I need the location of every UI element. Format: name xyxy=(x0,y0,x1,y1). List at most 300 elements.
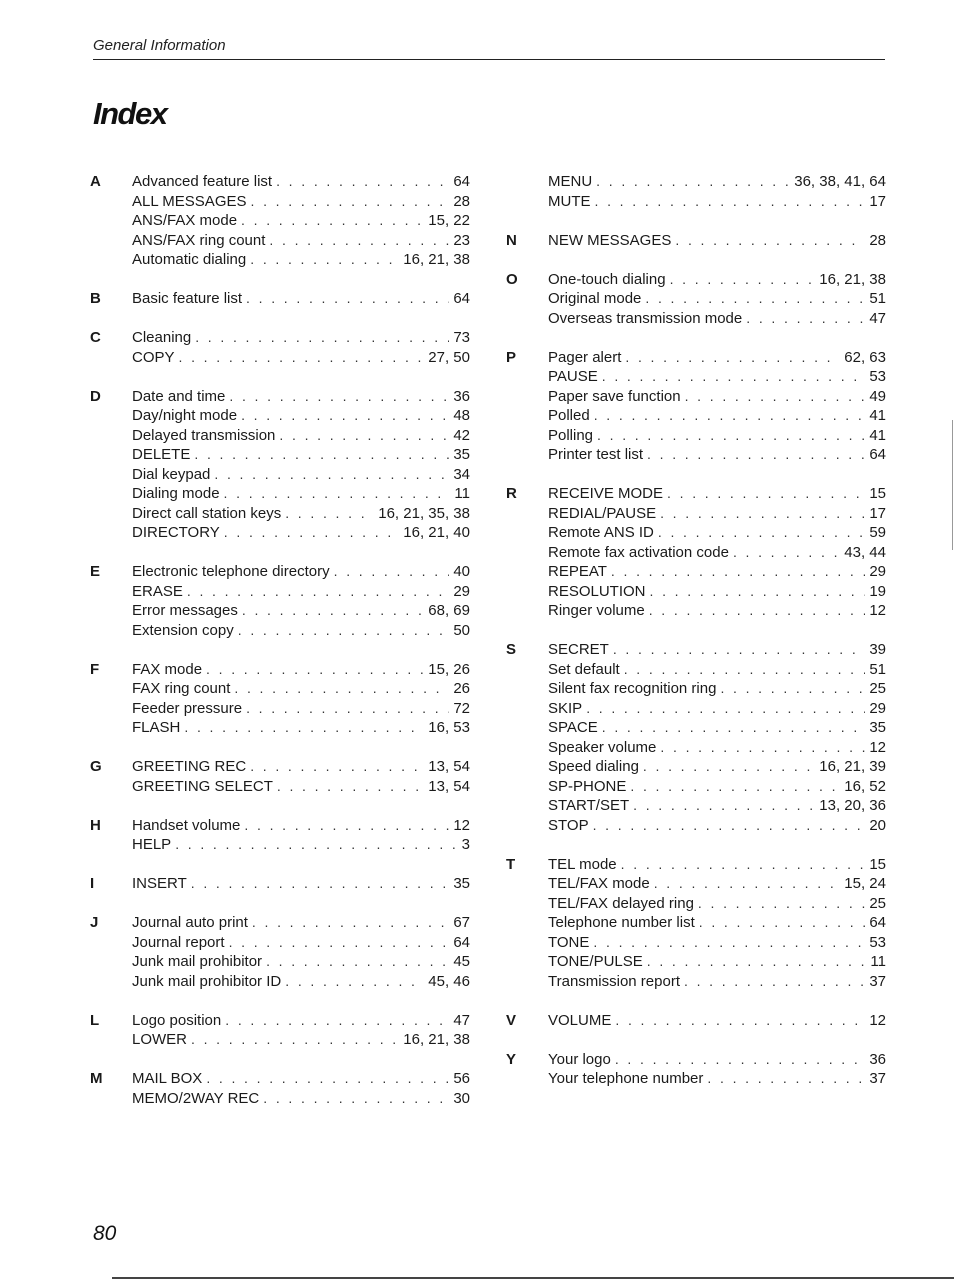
index-entries xyxy=(132,816,470,855)
index-entry xyxy=(548,738,886,758)
index-letter: S xyxy=(506,641,517,658)
index-column-right xyxy=(506,172,886,1108)
index-letter: O xyxy=(506,270,518,288)
page-refs: 45, 46 xyxy=(428,972,470,990)
index-term: ALL MESSAGES xyxy=(132,192,247,210)
page-number: 80 xyxy=(93,1222,117,1245)
index-term: TEL/FAX mode xyxy=(548,875,650,892)
index-term: MEMO/2WAY REC xyxy=(132,1089,260,1107)
index-group xyxy=(506,484,886,621)
page-refs: 20 xyxy=(869,816,886,834)
index-term: GREETING SELECT xyxy=(132,777,273,795)
index-term: SPACE xyxy=(548,719,598,736)
dot-leader xyxy=(187,582,449,602)
index-entry xyxy=(132,445,470,465)
index-entries xyxy=(132,1069,470,1108)
index-term: NEW MESSAGES xyxy=(548,231,672,249)
index-term: TONE/PULSE xyxy=(548,953,643,970)
index-group xyxy=(90,289,470,309)
dot-leader xyxy=(334,562,450,582)
index-term: FLASH xyxy=(132,719,181,736)
index-term: Logo position xyxy=(132,1011,222,1029)
index-term: Handset volume xyxy=(132,816,241,834)
index-entry xyxy=(132,465,470,485)
index-letter: A xyxy=(90,173,101,190)
dot-leader xyxy=(206,1069,449,1089)
index-entry xyxy=(132,172,470,192)
index-entry xyxy=(132,484,470,504)
index-term: Telephone number list xyxy=(548,914,695,931)
page-refs: 47 xyxy=(453,1011,470,1029)
index-entry xyxy=(548,757,886,777)
page-refs: 48 xyxy=(453,407,470,424)
page-refs: 43, 44 xyxy=(844,543,886,561)
page-refs: 15, 26 xyxy=(428,660,470,678)
index-entry xyxy=(548,445,886,465)
index-entry xyxy=(132,250,470,270)
index-term: LOWER xyxy=(132,1031,188,1048)
index-entry xyxy=(132,777,470,797)
index-entry xyxy=(548,1011,886,1031)
index-term: Printer test list xyxy=(548,446,644,463)
index-group xyxy=(90,913,470,991)
index-term: Day/night mode xyxy=(132,407,238,424)
dot-leader xyxy=(684,972,865,992)
page-refs: 3 xyxy=(461,836,470,853)
index-entry xyxy=(548,972,886,992)
page-refs: 12 xyxy=(869,738,886,756)
dot-leader xyxy=(611,562,865,582)
index-entry xyxy=(132,952,470,972)
page-refs: 16, 21, 39 xyxy=(819,758,886,775)
dot-leader xyxy=(263,1089,449,1109)
page-refs: 12 xyxy=(869,1011,886,1029)
index-term: TONE xyxy=(548,933,590,951)
dot-leader xyxy=(225,1011,449,1031)
index-entry xyxy=(132,679,470,699)
dot-leader xyxy=(229,387,449,407)
dot-leader xyxy=(593,816,866,836)
dot-leader xyxy=(615,1050,865,1070)
index-term: Journal report xyxy=(132,933,225,951)
index-entries xyxy=(548,172,886,211)
index-entry xyxy=(132,1030,470,1050)
index-entry xyxy=(548,406,886,426)
dot-leader xyxy=(266,952,449,972)
dot-leader xyxy=(647,952,867,972)
index-group xyxy=(90,757,470,796)
page-refs: 73 xyxy=(453,329,470,346)
index-entry xyxy=(548,777,886,797)
index-term: Automatic dialing xyxy=(132,251,247,268)
dot-leader xyxy=(746,309,865,329)
index-group xyxy=(506,1050,886,1089)
index-term: REDIAL/PAUSE xyxy=(548,504,657,522)
page-refs: 29 xyxy=(453,582,470,600)
index-entry xyxy=(548,426,886,446)
index-entry xyxy=(132,972,470,992)
index-term: HELP xyxy=(132,836,172,853)
index-term: Direct call station keys xyxy=(132,504,282,522)
page-refs: 39 xyxy=(869,641,886,658)
index-entry xyxy=(132,757,470,777)
index-letter: M xyxy=(90,1070,103,1087)
page-refs: 41 xyxy=(869,426,886,444)
index-entry xyxy=(548,387,886,407)
index-entry xyxy=(132,504,470,524)
dot-leader xyxy=(630,777,840,797)
index-entry xyxy=(132,406,470,426)
page-refs: 16, 53 xyxy=(428,719,470,736)
index-term: Cleaning xyxy=(132,329,192,346)
dot-leader xyxy=(650,582,866,602)
index-entry xyxy=(548,816,886,836)
index-group xyxy=(90,1069,470,1108)
dot-leader xyxy=(720,679,865,699)
index-term: Journal auto print xyxy=(132,914,248,931)
page-refs: 49 xyxy=(869,387,886,405)
dot-leader xyxy=(285,504,374,524)
section-header: General Information xyxy=(93,37,226,54)
page-refs: 13, 54 xyxy=(428,758,470,775)
index-term: Silent fax recognition ring xyxy=(548,680,717,697)
index-letter: P xyxy=(506,348,517,366)
index-letter: V xyxy=(506,1011,517,1029)
dot-leader xyxy=(707,1069,865,1089)
dot-leader xyxy=(675,231,865,251)
page-refs: 45 xyxy=(453,953,470,970)
index-term: Speed dialing xyxy=(548,758,639,775)
dot-leader xyxy=(699,913,866,933)
bottom-rule xyxy=(112,1277,954,1279)
index-term: ANS/FAX ring count xyxy=(132,231,266,249)
dot-leader xyxy=(667,484,865,504)
index-entry xyxy=(132,328,470,348)
index-term: Extension copy xyxy=(132,621,234,639)
page-refs: 13, 20, 36 xyxy=(819,797,886,814)
index-term: SKIP xyxy=(548,699,583,717)
dot-leader xyxy=(252,913,449,933)
index-entry xyxy=(132,718,470,738)
index-letter: R xyxy=(506,485,517,502)
page-refs: 25 xyxy=(869,894,886,912)
index-group xyxy=(506,172,886,211)
index-term: Junk mail prohibitor ID xyxy=(132,972,282,990)
index-term: One-touch dialing xyxy=(548,270,666,288)
page-refs: 42 xyxy=(453,426,470,444)
index-entries xyxy=(548,1050,886,1089)
page-refs: 59 xyxy=(869,524,886,541)
page-refs: 28 xyxy=(453,192,470,210)
dot-leader xyxy=(175,835,457,855)
index-term: ERASE xyxy=(132,582,183,600)
header-rule xyxy=(93,59,885,60)
page-refs: 23 xyxy=(453,231,470,249)
page-refs: 51 xyxy=(869,290,886,307)
page-refs: 53 xyxy=(869,368,886,385)
dot-leader xyxy=(625,348,840,368)
index-term: Speaker volume xyxy=(548,738,657,756)
dot-leader xyxy=(224,484,451,504)
index-term: Original mode xyxy=(548,290,642,307)
index-entry xyxy=(132,192,470,212)
index-entry xyxy=(132,348,470,368)
index-entry xyxy=(132,426,470,446)
index-entry xyxy=(132,387,470,407)
dot-leader xyxy=(597,426,865,446)
index-entry xyxy=(132,1011,470,1031)
index-term: Delayed transmission xyxy=(132,426,276,444)
index-term: ANS/FAX mode xyxy=(132,212,238,229)
page-refs: 19 xyxy=(869,582,886,600)
index-entry xyxy=(132,601,470,621)
index-entries xyxy=(132,562,470,640)
index-term: Overseas transmission mode xyxy=(548,309,743,327)
index-entry xyxy=(132,289,470,309)
page-refs: 15 xyxy=(869,855,886,873)
index-term: FAX mode xyxy=(132,660,203,678)
index-entry xyxy=(548,699,886,719)
dot-leader xyxy=(184,718,424,738)
page-refs: 37 xyxy=(869,1070,886,1087)
index-entry xyxy=(548,270,886,290)
index-entries xyxy=(548,231,886,251)
index-letter: Y xyxy=(506,1050,517,1068)
page-refs: 11 xyxy=(870,953,886,970)
index-term: Remote ANS ID xyxy=(548,524,654,541)
index-entries xyxy=(132,387,470,543)
dot-leader xyxy=(214,465,449,485)
index-letter: N xyxy=(506,231,517,249)
page-refs: 12 xyxy=(453,816,470,834)
index-entry xyxy=(132,231,470,251)
index-entry xyxy=(132,913,470,933)
dot-leader xyxy=(229,933,450,953)
dot-leader xyxy=(624,660,866,680)
index-term: MUTE xyxy=(548,192,591,210)
dot-leader xyxy=(269,231,449,251)
index-entry xyxy=(548,1050,886,1070)
index-entry xyxy=(548,523,886,543)
index-entry xyxy=(132,523,470,543)
dot-leader xyxy=(633,796,815,816)
dot-leader xyxy=(615,1011,865,1031)
index-entries xyxy=(132,172,470,270)
index-entries xyxy=(548,855,886,992)
dot-leader xyxy=(733,543,840,563)
index-group xyxy=(506,855,886,992)
index-entry xyxy=(548,874,886,894)
index-entry xyxy=(132,211,470,231)
index-term: Ringer volume xyxy=(548,602,645,619)
index-letter: I xyxy=(90,875,95,892)
page-refs: 68, 69 xyxy=(428,602,470,619)
index-term: VOLUME xyxy=(548,1011,612,1029)
index-group xyxy=(506,270,886,329)
dot-leader xyxy=(594,406,866,426)
index-group xyxy=(506,348,886,465)
page-refs: 64 xyxy=(869,446,886,463)
index-letter: C xyxy=(90,329,101,346)
index-term: FAX ring count xyxy=(132,680,231,697)
index-term: Dialing mode xyxy=(132,485,220,502)
index-entries xyxy=(548,270,886,329)
index-term: DIRECTORY xyxy=(132,524,220,541)
page-refs: 37 xyxy=(869,972,886,990)
index-entry xyxy=(548,660,886,680)
page-refs: 16, 21, 38 xyxy=(819,270,886,288)
dot-leader xyxy=(250,757,424,777)
page-title: Index xyxy=(93,96,167,131)
index-entry xyxy=(548,309,886,329)
page-edge-line xyxy=(952,420,953,550)
index-term: GREETING REC xyxy=(132,758,247,775)
index-term: Error messages xyxy=(132,602,238,619)
index-entries xyxy=(132,874,470,894)
index-entry xyxy=(548,601,886,621)
dot-leader xyxy=(649,601,866,621)
index-term: COPY xyxy=(132,348,175,366)
dot-leader xyxy=(660,738,865,758)
page-refs: 16, 21, 40 xyxy=(403,524,470,541)
index-letter: G xyxy=(90,758,102,775)
index-group xyxy=(90,1011,470,1050)
index-term: Electronic telephone directory xyxy=(132,563,330,580)
dot-leader xyxy=(279,426,449,446)
page-refs: 15, 24 xyxy=(844,875,886,892)
index-letter: D xyxy=(90,387,101,405)
index-entry xyxy=(548,640,886,660)
index-term: Pager alert xyxy=(548,348,622,366)
index-entry xyxy=(132,1089,470,1109)
dot-leader xyxy=(596,172,790,192)
dot-leader xyxy=(647,445,865,465)
index-term: Paper save function xyxy=(548,387,681,405)
page-refs: 11 xyxy=(454,485,470,502)
page-refs: 36 xyxy=(869,1050,886,1068)
index-term: Your logo xyxy=(548,1050,611,1068)
page-refs: 25 xyxy=(869,680,886,697)
index-letter: T xyxy=(506,855,516,873)
index-entry xyxy=(548,289,886,309)
index-entry xyxy=(548,679,886,699)
index-entry xyxy=(548,367,886,387)
page-refs: 17 xyxy=(869,504,886,522)
page-refs: 35 xyxy=(453,446,470,463)
page-refs: 16, 21, 38 xyxy=(403,1031,470,1048)
dot-leader xyxy=(191,874,450,894)
index-entry xyxy=(548,582,886,602)
page-refs: 51 xyxy=(869,660,886,678)
page-refs: 16, 21, 38 xyxy=(403,251,470,268)
dot-leader xyxy=(698,894,865,914)
dot-leader xyxy=(224,523,399,543)
index-entry xyxy=(548,504,886,524)
index-entry xyxy=(132,874,470,894)
page-refs: 64 xyxy=(453,290,470,307)
index-term: RECEIVE MODE xyxy=(548,485,664,502)
dot-leader xyxy=(195,328,449,348)
dot-leader xyxy=(234,679,449,699)
index-term: TEL/FAX delayed ring xyxy=(548,894,694,912)
index-group xyxy=(90,387,470,543)
page-refs: 36, 38, 41, 64 xyxy=(794,173,886,190)
page-refs: 67 xyxy=(453,914,470,931)
index-entry xyxy=(548,192,886,212)
page-refs: 72 xyxy=(453,699,470,717)
index-term: INSERT xyxy=(132,875,187,892)
index-group xyxy=(90,328,470,367)
index-entry xyxy=(548,562,886,582)
index-group xyxy=(90,172,470,270)
dot-leader xyxy=(244,816,449,836)
index-term: Polled xyxy=(548,407,590,424)
dot-leader xyxy=(660,504,865,524)
index-entry xyxy=(548,543,886,563)
page-refs: 64 xyxy=(453,173,470,190)
dot-leader xyxy=(645,289,865,309)
index-entry xyxy=(548,231,886,251)
index-term: Set default xyxy=(548,660,620,678)
index-term: START/SET xyxy=(548,797,630,814)
index-entry xyxy=(548,1069,886,1089)
index-entry xyxy=(548,718,886,738)
index-entry xyxy=(548,913,886,933)
dot-leader xyxy=(670,270,816,290)
index-entries xyxy=(132,289,470,309)
index-entry xyxy=(132,933,470,953)
index-entries xyxy=(548,348,886,465)
index-letter: H xyxy=(90,816,101,834)
index-term: STOP xyxy=(548,816,589,834)
dot-leader xyxy=(191,1030,399,1050)
dot-leader xyxy=(621,855,866,875)
index-term: MENU xyxy=(548,173,593,190)
index-term: DELETE xyxy=(132,446,191,463)
index-letter: F xyxy=(90,660,100,678)
page-refs: 16, 52 xyxy=(844,777,886,795)
page-refs: 16, 21, 35, 38 xyxy=(378,504,470,522)
index-entry xyxy=(548,348,886,368)
page-refs: 15, 22 xyxy=(428,212,470,229)
page-refs: 17 xyxy=(869,192,886,210)
index-term: Your telephone number xyxy=(548,1070,704,1087)
page-refs: 47 xyxy=(869,309,886,327)
dot-leader xyxy=(595,192,866,212)
dot-leader xyxy=(285,972,424,992)
dot-leader xyxy=(241,211,424,231)
index-entry xyxy=(132,699,470,719)
page-refs: 35 xyxy=(453,875,470,892)
dot-leader xyxy=(251,192,450,212)
dot-leader xyxy=(246,699,449,719)
index-entry xyxy=(548,894,886,914)
index-term: SECRET xyxy=(548,641,609,658)
page-refs: 28 xyxy=(869,231,886,249)
dot-leader xyxy=(586,699,865,719)
page-refs: 35 xyxy=(869,719,886,736)
page-refs: 12 xyxy=(869,602,886,619)
index-term: TEL mode xyxy=(548,855,617,873)
page-refs: 13, 54 xyxy=(428,777,470,795)
page-refs: 15 xyxy=(869,485,886,502)
page-refs: 36 xyxy=(453,387,470,405)
index-term: Polling xyxy=(548,426,594,444)
index-group xyxy=(90,660,470,738)
page-refs: 56 xyxy=(453,1070,470,1087)
index-entries xyxy=(132,660,470,738)
dot-leader xyxy=(613,640,865,660)
